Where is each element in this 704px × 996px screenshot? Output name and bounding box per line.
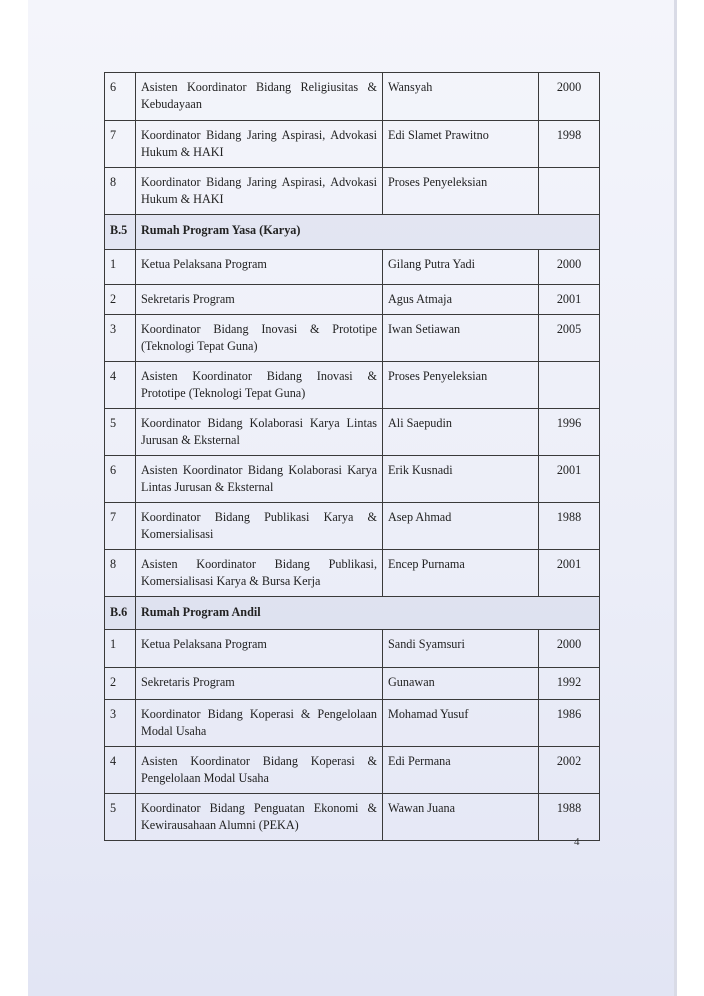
member-name: Edi Slamet Prawitno [383,121,539,168]
section-title: Rumah Program Andil [136,597,600,630]
table-row [105,747,600,794]
row-number: 8 [105,550,136,597]
table-row [105,73,600,121]
member-name: Wansyah [383,73,539,121]
table-row [105,121,600,168]
position-title: Asisten Koordinator Bidang Religiusitas & Kebudayaan [136,73,383,121]
row-number: 7 [105,121,136,168]
row-number: 1 [105,630,136,668]
batch-year: 1998 [539,121,600,168]
row-number: 1 [105,250,136,285]
member-name: Ali Saepudin [383,409,539,456]
row-number: 2 [105,285,136,315]
member-name: Agus Atmaja [383,285,539,315]
personnel-table-body [105,73,600,841]
batch-year [539,362,600,409]
row-number: 7 [105,503,136,550]
member-name: Asep Ahmad [383,503,539,550]
batch-year: 2000 [539,73,600,121]
row-number: 4 [105,362,136,409]
position-title: Koordinator Bidang Penguatan Ekonomi & Kewirausahaan Alumni (PEKA) [136,794,383,841]
section-code: B.6 [105,597,136,630]
batch-year: 2001 [539,550,600,597]
row-number: 3 [105,700,136,747]
batch-year: 2000 [539,630,600,668]
position-title: Koordinator Bidang Inovasi & Prototipe (Teknologi Tepat Guna) [136,315,383,362]
table-row [105,630,600,668]
section-header-row [105,597,600,630]
table-row [105,503,600,550]
table-row [105,168,600,215]
member-name: Encep Purnama [383,550,539,597]
row-number: 6 [105,456,136,503]
row-number: 5 [105,794,136,841]
row-number: 6 [105,73,136,121]
position-title: Ketua Pelaksana Program [136,250,383,285]
member-name: Proses Penyeleksian [383,168,539,215]
batch-year: 2001 [539,285,600,315]
member-name: Mohamad Yusuf [383,700,539,747]
personnel-table [104,72,600,841]
table-row [105,362,600,409]
position-title: Koordinator Bidang Kolaborasi Karya Lintas Jurusan & Eksternal [136,409,383,456]
batch-year: 1996 [539,409,600,456]
member-name: Iwan Setiawan [383,315,539,362]
table-row [105,315,600,362]
batch-year: 1988 [539,503,600,550]
position-title: Ketua Pelaksana Program [136,630,383,668]
position-title: Asisten Koordinator Bidang Koperasi & Pengelolaan Modal Usaha [136,747,383,794]
batch-year: 2005 [539,315,600,362]
row-number: 4 [105,747,136,794]
batch-year: 2000 [539,250,600,285]
table-row [105,550,600,597]
batch-year: 2001 [539,456,600,503]
member-name: Sandi Syamsuri [383,630,539,668]
table-row [105,285,600,315]
batch-year: 1992 [539,668,600,700]
row-number: 5 [105,409,136,456]
page-edge [674,0,677,996]
row-number: 2 [105,668,136,700]
section-title: Rumah Program Yasa (Karya) [136,215,600,250]
member-name: Edi Permana [383,747,539,794]
page-number: 4 [574,836,580,848]
table-row [105,794,600,841]
member-name: Proses Penyeleksian [383,362,539,409]
batch-year: 1986 [539,700,600,747]
row-number: 8 [105,168,136,215]
table-row [105,700,600,747]
section-header-row [105,215,600,250]
row-number: 3 [105,315,136,362]
batch-year [539,168,600,215]
position-title: Koordinator Bidang Publikasi Karya & Komersialisasi [136,503,383,550]
position-title: Koordinator Bidang Koperasi & Pengelolaan Modal Usaha [136,700,383,747]
member-name: Erik Kusnadi [383,456,539,503]
table-row [105,456,600,503]
member-name: Gunawan [383,668,539,700]
table-row [105,250,600,285]
position-title: Asisten Koordinator Bidang Inovasi & Prototipe (Teknologi Tepat Guna) [136,362,383,409]
batch-year: 2002 [539,747,600,794]
table-row [105,409,600,456]
table-row [105,668,600,700]
section-code: B.5 [105,215,136,250]
position-title: Sekretaris Program [136,285,383,315]
position-title: Sekretaris Program [136,668,383,700]
batch-year: 1988 [539,794,600,841]
position-title: Koordinator Bidang Jaring Aspirasi, Advokasi Hukum & HAKI [136,121,383,168]
position-title: Koordinator Bidang Jaring Aspirasi, Advokasi Hukum & HAKI [136,168,383,215]
position-title: Asisten Koordinator Bidang Kolaborasi Karya Lintas Jurusan & Eksternal [136,456,383,503]
member-name: Wawan Juana [383,794,539,841]
position-title: Asisten Koordinator Bidang Publikasi, Komersialisasi Karya & Bursa Kerja [136,550,383,597]
member-name: Gilang Putra Yadi [383,250,539,285]
